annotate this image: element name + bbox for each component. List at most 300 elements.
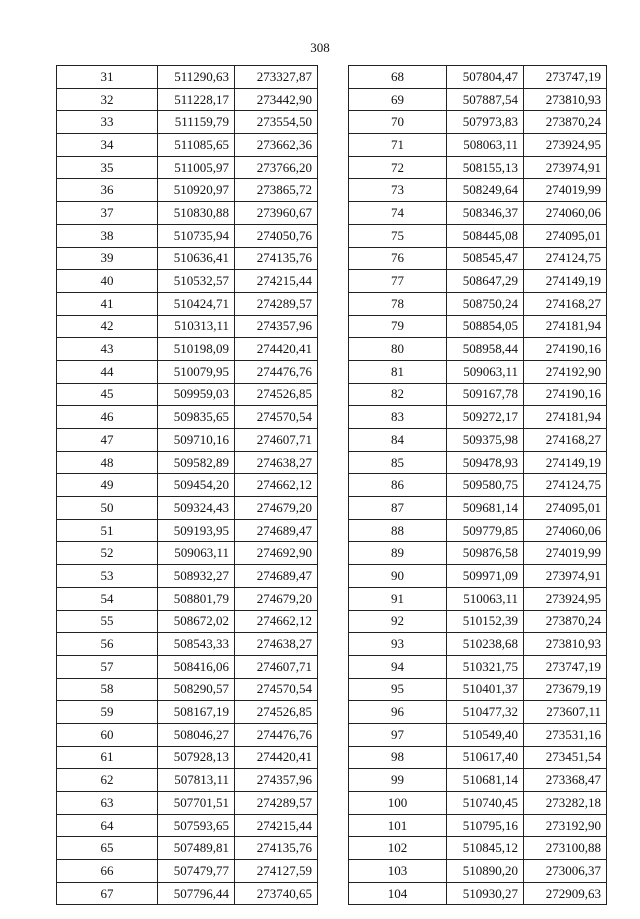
y-coordinate-cell: 273924,95 [524,134,607,157]
y-coordinate-cell: 274168,27 [524,292,607,315]
y-coordinate-cell: 273974,91 [524,565,607,588]
y-coordinate-cell: 274289,57 [235,792,318,815]
x-coordinate-cell: 509272,17 [447,406,524,429]
point-number-cell: 86 [349,474,447,497]
x-coordinate-cell: 510636,41 [158,247,235,270]
table-row [349,292,607,315]
y-coordinate-cell: 274215,44 [235,270,318,293]
table-row [57,270,318,293]
point-number-cell: 103 [349,860,447,883]
x-coordinate-cell: 509324,43 [158,497,235,520]
table-row [349,542,607,565]
point-number-cell: 76 [349,247,447,270]
x-coordinate-cell: 510532,57 [158,270,235,293]
point-number-cell: 101 [349,814,447,837]
point-number-cell: 50 [57,497,158,520]
x-coordinate-cell: 508854,05 [447,315,524,338]
x-coordinate-cell: 508672,02 [158,610,235,633]
point-number-cell: 60 [57,723,158,746]
coordinates-table-right-body [349,66,607,905]
y-coordinate-cell: 274050,76 [235,224,318,247]
y-coordinate-cell: 273282,18 [524,792,607,815]
point-number-cell: 104 [349,882,447,905]
table-row [57,247,318,270]
point-number-cell: 46 [57,406,158,429]
x-coordinate-cell: 510424,71 [158,292,235,315]
point-number-cell: 45 [57,383,158,406]
y-coordinate-cell: 272909,63 [524,882,607,905]
table-row [349,655,607,678]
x-coordinate-cell: 511159,79 [158,111,235,134]
table-row [349,860,607,883]
point-number-cell: 68 [349,66,447,89]
y-coordinate-cell: 274420,41 [235,746,318,769]
table-row [349,179,607,202]
table-row [57,542,318,565]
x-coordinate-cell: 510152,39 [447,610,524,633]
x-coordinate-cell: 509454,20 [158,474,235,497]
y-coordinate-cell: 274692,90 [235,542,318,565]
table-row [57,723,318,746]
table-row [349,633,607,656]
point-number-cell: 43 [57,338,158,361]
y-coordinate-cell: 273810,93 [524,633,607,656]
point-number-cell: 72 [349,156,447,179]
y-coordinate-cell: 274476,76 [235,360,318,383]
point-number-cell: 35 [57,156,158,179]
x-coordinate-cell: 509779,85 [447,519,524,542]
point-number-cell: 38 [57,224,158,247]
table-row [349,587,607,610]
point-number-cell: 71 [349,134,447,157]
x-coordinate-cell: 510079,95 [158,360,235,383]
y-coordinate-cell: 273607,11 [524,701,607,724]
x-coordinate-cell: 508647,29 [447,270,524,293]
table-row [57,814,318,837]
table-row [57,882,318,905]
x-coordinate-cell: 508801,79 [158,587,235,610]
y-coordinate-cell: 273006,37 [524,860,607,883]
table-row [349,814,607,837]
x-coordinate-cell: 507928,13 [158,746,235,769]
y-coordinate-cell: 274689,47 [235,565,318,588]
y-coordinate-cell: 274420,41 [235,338,318,361]
y-coordinate-cell: 273662,36 [235,134,318,157]
point-number-cell: 55 [57,610,158,633]
table-row [349,134,607,157]
x-coordinate-cell: 508545,47 [447,247,524,270]
x-coordinate-cell: 509959,03 [158,383,235,406]
table-row [57,837,318,860]
table-row [57,88,318,111]
table-row [57,519,318,542]
point-number-cell: 48 [57,451,158,474]
table-row [349,224,607,247]
x-coordinate-cell: 510845,12 [447,837,524,860]
point-number-cell: 97 [349,723,447,746]
table-row [349,156,607,179]
point-number-cell: 69 [349,88,447,111]
table-row [349,429,607,452]
y-coordinate-cell: 274570,54 [235,678,318,701]
y-coordinate-cell: 274526,85 [235,383,318,406]
x-coordinate-cell: 510321,75 [447,655,524,678]
y-coordinate-cell: 274679,20 [235,497,318,520]
x-coordinate-cell: 510401,37 [447,678,524,701]
x-coordinate-cell: 509063,11 [158,542,235,565]
point-number-cell: 41 [57,292,158,315]
point-number-cell: 91 [349,587,447,610]
table-row [57,429,318,452]
point-number-cell: 40 [57,270,158,293]
x-coordinate-cell: 510681,14 [447,769,524,792]
table-row [349,406,607,429]
point-number-cell: 32 [57,88,158,111]
y-coordinate-cell: 274215,44 [235,814,318,837]
x-coordinate-cell: 509582,89 [158,451,235,474]
x-coordinate-cell: 510735,94 [158,224,235,247]
y-coordinate-cell: 274095,01 [524,497,607,520]
table-row [349,497,607,520]
x-coordinate-cell: 509063,11 [447,360,524,383]
y-coordinate-cell: 274181,94 [524,406,607,429]
point-number-cell: 85 [349,451,447,474]
point-number-cell: 87 [349,497,447,520]
x-coordinate-cell: 508543,33 [158,633,235,656]
table-row [57,156,318,179]
point-number-cell: 89 [349,542,447,565]
table-row [57,315,318,338]
y-coordinate-cell: 273960,67 [235,202,318,225]
y-coordinate-cell: 274192,90 [524,360,607,383]
point-number-cell: 49 [57,474,158,497]
y-coordinate-cell: 273810,93 [524,88,607,111]
point-number-cell: 79 [349,315,447,338]
y-coordinate-cell: 274357,96 [235,315,318,338]
page-number: 308 [310,40,330,55]
table-row [57,678,318,701]
y-coordinate-cell: 273531,16 [524,723,607,746]
y-coordinate-cell: 273974,91 [524,156,607,179]
x-coordinate-cell: 511290,63 [158,66,235,89]
y-coordinate-cell: 273766,20 [235,156,318,179]
x-coordinate-cell: 507593,65 [158,814,235,837]
y-coordinate-cell: 273870,24 [524,111,607,134]
point-number-cell: 88 [349,519,447,542]
table-row [57,360,318,383]
table-row [57,565,318,588]
table-row [57,292,318,315]
x-coordinate-cell: 509193,95 [158,519,235,542]
table-row [349,837,607,860]
point-number-cell: 47 [57,429,158,452]
x-coordinate-cell: 508046,27 [158,723,235,746]
x-coordinate-cell: 508167,19 [158,701,235,724]
y-coordinate-cell: 274124,75 [524,474,607,497]
y-coordinate-cell: 274607,71 [235,655,318,678]
x-coordinate-cell: 509478,93 [447,451,524,474]
x-coordinate-cell: 509167,78 [447,383,524,406]
x-coordinate-cell: 508958,44 [447,338,524,361]
point-number-cell: 61 [57,746,158,769]
table-row [349,247,607,270]
x-coordinate-cell: 510063,11 [447,587,524,610]
y-coordinate-cell: 273679,19 [524,678,607,701]
point-number-cell: 52 [57,542,158,565]
table-row [57,179,318,202]
table-row [57,224,318,247]
table-row [57,338,318,361]
table-row [57,587,318,610]
x-coordinate-cell: 509580,75 [447,474,524,497]
point-number-cell: 53 [57,565,158,588]
x-coordinate-cell: 511005,97 [158,156,235,179]
point-number-cell: 63 [57,792,158,815]
x-coordinate-cell: 507701,51 [158,792,235,815]
table-row [349,565,607,588]
x-coordinate-cell: 510890,20 [447,860,524,883]
table-row [57,655,318,678]
point-number-cell: 31 [57,66,158,89]
y-coordinate-cell: 274662,12 [235,474,318,497]
x-coordinate-cell: 509710,16 [158,429,235,452]
point-number-cell: 82 [349,383,447,406]
x-coordinate-cell: 508932,27 [158,565,235,588]
point-number-cell: 80 [349,338,447,361]
y-coordinate-cell: 274095,01 [524,224,607,247]
point-number-cell: 33 [57,111,158,134]
y-coordinate-cell: 274570,54 [235,406,318,429]
x-coordinate-cell: 508063,11 [447,134,524,157]
point-number-cell: 83 [349,406,447,429]
y-coordinate-cell: 274689,47 [235,519,318,542]
point-number-cell: 59 [57,701,158,724]
y-coordinate-cell: 273451,54 [524,746,607,769]
y-coordinate-cell: 274607,71 [235,429,318,452]
x-coordinate-cell: 509835,65 [158,406,235,429]
point-number-cell: 70 [349,111,447,134]
y-coordinate-cell: 274638,27 [235,451,318,474]
point-number-cell: 92 [349,610,447,633]
x-coordinate-cell: 511085,65 [158,134,235,157]
x-coordinate-cell: 510830,88 [158,202,235,225]
table-row [349,88,607,111]
y-coordinate-cell: 273747,19 [524,66,607,89]
point-number-cell: 44 [57,360,158,383]
y-coordinate-cell: 274019,99 [524,179,607,202]
y-coordinate-cell: 274190,16 [524,383,607,406]
x-coordinate-cell: 510795,16 [447,814,524,837]
x-coordinate-cell: 510930,27 [447,882,524,905]
y-coordinate-cell: 273554,50 [235,111,318,134]
y-coordinate-cell: 274679,20 [235,587,318,610]
table-row [349,882,607,905]
table-row [349,202,607,225]
point-number-cell: 36 [57,179,158,202]
point-number-cell: 66 [57,860,158,883]
table-row [349,610,607,633]
point-number-cell: 96 [349,701,447,724]
y-coordinate-cell: 273924,95 [524,587,607,610]
x-coordinate-cell: 510198,09 [158,338,235,361]
table-row [57,860,318,883]
table-row [349,315,607,338]
point-number-cell: 102 [349,837,447,860]
table-row [349,792,607,815]
x-coordinate-cell: 510920,97 [158,179,235,202]
x-coordinate-cell: 510313,11 [158,315,235,338]
coordinates-table-left-body [57,66,318,905]
table-row [57,66,318,89]
point-number-cell: 65 [57,837,158,860]
y-coordinate-cell: 273442,90 [235,88,318,111]
x-coordinate-cell: 511228,17 [158,88,235,111]
x-coordinate-cell: 507489,81 [158,837,235,860]
table-row [57,497,318,520]
table-row [57,474,318,497]
table-row [349,270,607,293]
point-number-cell: 99 [349,769,447,792]
table-row [57,769,318,792]
y-coordinate-cell: 273100,88 [524,837,607,860]
table-row [349,451,607,474]
y-coordinate-cell: 274289,57 [235,292,318,315]
y-coordinate-cell: 274190,16 [524,338,607,361]
point-number-cell: 93 [349,633,447,656]
coordinates-table-right [348,65,607,905]
point-number-cell: 51 [57,519,158,542]
table-row [57,746,318,769]
point-number-cell: 77 [349,270,447,293]
table-row [349,769,607,792]
point-number-cell: 75 [349,224,447,247]
point-number-cell: 90 [349,565,447,588]
x-coordinate-cell: 507479,77 [158,860,235,883]
point-number-cell: 56 [57,633,158,656]
point-number-cell: 58 [57,678,158,701]
x-coordinate-cell: 510238,68 [447,633,524,656]
x-coordinate-cell: 509375,98 [447,429,524,452]
x-coordinate-cell: 508416,06 [158,655,235,678]
y-coordinate-cell: 273865,72 [235,179,318,202]
x-coordinate-cell: 510617,40 [447,746,524,769]
point-number-cell: 95 [349,678,447,701]
y-coordinate-cell: 274357,96 [235,769,318,792]
table-row [57,610,318,633]
table-row [349,701,607,724]
y-coordinate-cell: 273327,87 [235,66,318,89]
point-number-cell: 62 [57,769,158,792]
y-coordinate-cell: 274181,94 [524,315,607,338]
y-coordinate-cell: 274149,19 [524,451,607,474]
table-row [57,633,318,656]
x-coordinate-cell: 510477,32 [447,701,524,724]
table-row [57,701,318,724]
y-coordinate-cell: 274060,06 [524,202,607,225]
table-row [57,406,318,429]
y-coordinate-cell: 274124,75 [524,247,607,270]
x-coordinate-cell: 508249,64 [447,179,524,202]
point-number-cell: 84 [349,429,447,452]
point-number-cell: 39 [57,247,158,270]
point-number-cell: 73 [349,179,447,202]
y-coordinate-cell: 274060,06 [524,519,607,542]
x-coordinate-cell: 509876,58 [447,542,524,565]
table-row [57,383,318,406]
table-row [57,451,318,474]
point-number-cell: 37 [57,202,158,225]
point-number-cell: 94 [349,655,447,678]
y-coordinate-cell: 274127,59 [235,860,318,883]
x-coordinate-cell: 508445,08 [447,224,524,247]
table-row [349,723,607,746]
y-coordinate-cell: 273192,90 [524,814,607,837]
x-coordinate-cell: 507796,44 [158,882,235,905]
point-number-cell: 34 [57,134,158,157]
table-row [349,111,607,134]
point-number-cell: 81 [349,360,447,383]
x-coordinate-cell: 507973,83 [447,111,524,134]
point-number-cell: 54 [57,587,158,610]
y-coordinate-cell: 273747,19 [524,655,607,678]
y-coordinate-cell: 274526,85 [235,701,318,724]
table-row [349,66,607,89]
y-coordinate-cell: 273740,65 [235,882,318,905]
point-number-cell: 74 [349,202,447,225]
table-row [349,338,607,361]
table-row [349,383,607,406]
y-coordinate-cell: 274135,76 [235,837,318,860]
point-number-cell: 100 [349,792,447,815]
y-coordinate-cell: 274149,19 [524,270,607,293]
y-coordinate-cell: 273870,24 [524,610,607,633]
x-coordinate-cell: 507804,47 [447,66,524,89]
coordinates-table-left [56,65,318,905]
x-coordinate-cell: 510549,40 [447,723,524,746]
y-coordinate-cell: 273368,47 [524,769,607,792]
y-coordinate-cell: 274019,99 [524,542,607,565]
table-row [57,792,318,815]
table-row [349,360,607,383]
point-number-cell: 64 [57,814,158,837]
table-row [349,519,607,542]
point-number-cell: 42 [57,315,158,338]
x-coordinate-cell: 508155,13 [447,156,524,179]
y-coordinate-cell: 274135,76 [235,247,318,270]
x-coordinate-cell: 508346,37 [447,202,524,225]
x-coordinate-cell: 509681,14 [447,497,524,520]
y-coordinate-cell: 274168,27 [524,429,607,452]
point-number-cell: 67 [57,882,158,905]
x-coordinate-cell: 507813,11 [158,769,235,792]
y-coordinate-cell: 274476,76 [235,723,318,746]
x-coordinate-cell: 508750,24 [447,292,524,315]
table-row [349,678,607,701]
table-row [57,202,318,225]
y-coordinate-cell: 274662,12 [235,610,318,633]
table-row [57,111,318,134]
x-coordinate-cell: 509971,09 [447,565,524,588]
y-coordinate-cell: 274638,27 [235,633,318,656]
table-row [57,134,318,157]
point-number-cell: 98 [349,746,447,769]
x-coordinate-cell: 507887,54 [447,88,524,111]
table-row [349,474,607,497]
x-coordinate-cell: 510740,45 [447,792,524,815]
x-coordinate-cell: 508290,57 [158,678,235,701]
point-number-cell: 78 [349,292,447,315]
table-row [349,746,607,769]
